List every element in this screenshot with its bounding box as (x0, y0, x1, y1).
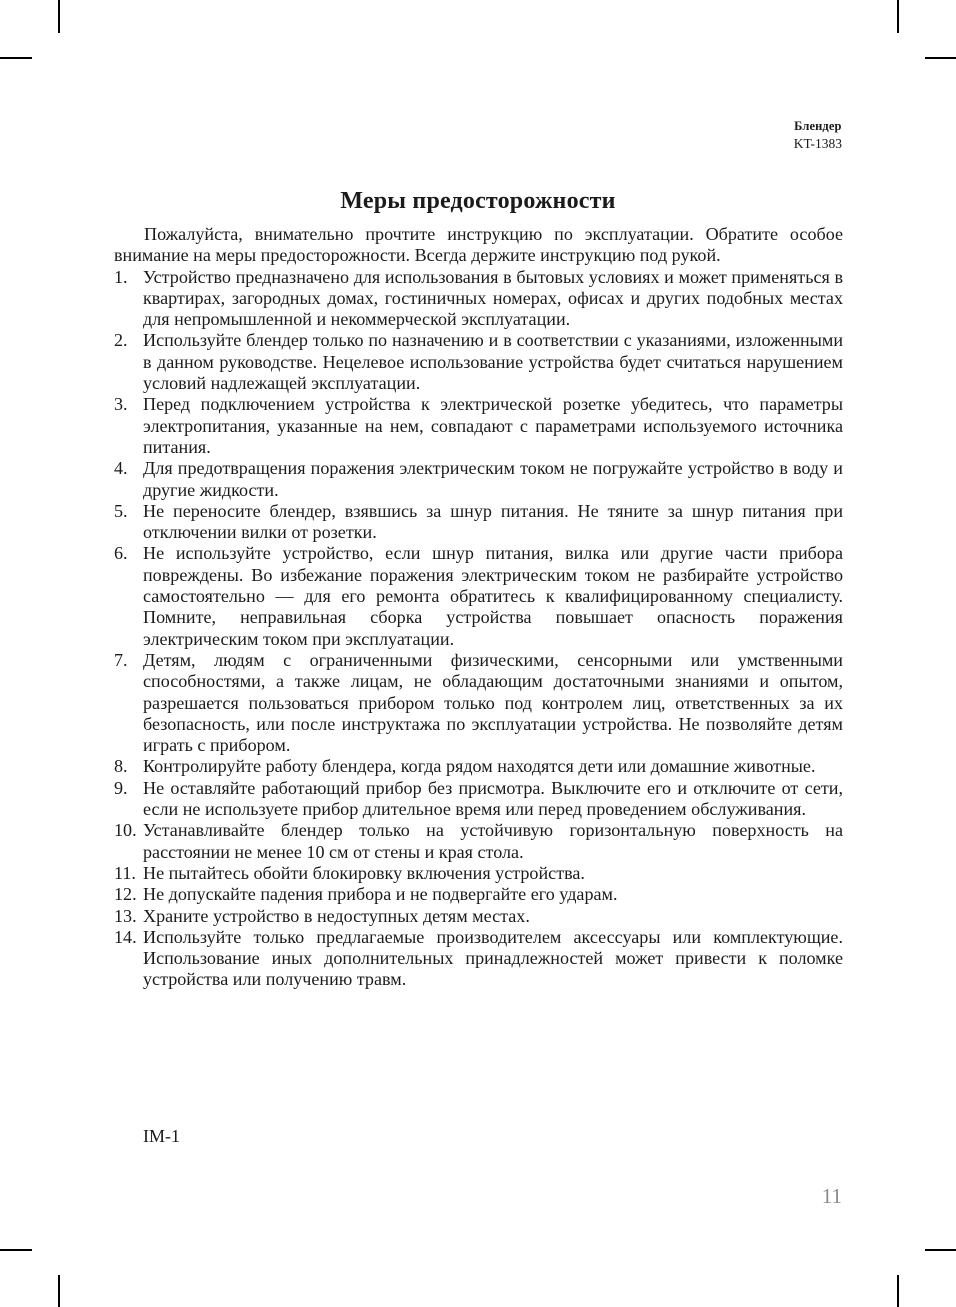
list-item-number: 1. (114, 266, 128, 287)
intro-paragraph: Пожалуйста, внимательно прочтите инструкцию по эксплуатации. Обратите особое внимание на меры предосторожности. Всегда держите инструкцию под рукой. (114, 224, 843, 266)
list-item-text: Перед подключением устройства к электрической розетке убедитесь, что параметры электропитания, указанные на нем, совпадают с параметрами используемого источника питания. (143, 394, 843, 457)
list-item (114, 267, 843, 331)
list-item-text: Детям, людям с ограниченными физическими, сенсорными или умственными способностями, а также лицам, не обладающим достаточными знаниями и опытом, разрешается пользоваться прибором только под контролем лиц, ответственных за их безопасность, или после инструктажа по эксплуатации устройства. Не позволяйте детям играть с прибором. (143, 649, 843, 756)
list-item-text: Для предотвращения поражения электрическим током не погружайте устройство в воду и другие жидкости. (143, 458, 843, 500)
list-item (114, 394, 843, 458)
list-item (114, 543, 843, 649)
list-item-number: 8. (114, 756, 128, 777)
list-item-number: 4. (114, 458, 128, 479)
crop-mark-bottom-left-vertical (58, 1275, 60, 1307)
document-header (794, 118, 842, 152)
list-item-text: Устанавливайте блендер только на устойчивую горизонтальную поверхность на расстоянии не менее 10 см от стены и края стола. (143, 820, 843, 862)
list-item (114, 650, 843, 756)
list-item-number: 9. (114, 777, 128, 798)
list-item-number: 5. (114, 500, 128, 521)
crop-mark-top-left-horizontal (0, 57, 32, 59)
crop-mark-top-right-horizontal (925, 57, 956, 59)
list-item (114, 927, 843, 991)
list-item-number: 12. (114, 884, 137, 905)
list-item-number: 7. (114, 649, 128, 670)
list-item-text: Не используйте устройство, если шнур питания, вилка или другие части прибора повреждены. Во избежание поражения электрическим током не разбирайте устройство самостоятельно — для его ремонта обратитесь к квалифицированному специалисту. Помните, неправильная сборка устройства повышает опасность поражения электрическим током при эксплуатации. (143, 543, 843, 649)
list-item (114, 906, 843, 927)
list-item (114, 884, 843, 905)
page-number: 11 (821, 1184, 842, 1208)
list-item (114, 778, 843, 821)
list-item-number: 11. (114, 862, 136, 883)
crop-mark-top-left-vertical (58, 0, 60, 33)
list-item-number: 3. (114, 394, 128, 415)
list-item-text: Не переносите блендер, взявшись за шнур питания. Не тяните за шнур питания при отключении вилки от розетки. (143, 500, 843, 543)
crop-mark-bottom-right-vertical (897, 1275, 899, 1307)
crop-mark-bottom-right-horizontal (925, 1249, 956, 1251)
list-item-number: 14. (114, 926, 137, 947)
list-item-text: Храните устройство в недоступных детям местах. (143, 905, 530, 926)
list-item (114, 756, 843, 777)
list-item-text: Не оставляйте работающий прибор без присмотра. Выключите его и отключите от сети, если не используете прибор длительное время или перед проведением обслуживания. (143, 777, 843, 820)
document-code: IM-1 (143, 1126, 180, 1146)
list-item-number: 2. (114, 330, 128, 351)
list-item-number: 13. (114, 905, 137, 926)
product-name: Блендер (794, 119, 842, 133)
list-item-number: 6. (114, 543, 128, 564)
crop-mark-top-right-vertical (897, 0, 899, 33)
safety-rules-list (114, 267, 843, 991)
list-item (114, 330, 843, 394)
list-item-text: Контролируйте работу блендера, когда рядом находятся дети или домашние животные. (143, 756, 816, 777)
list-item (114, 458, 843, 501)
list-item-number: 10. (114, 820, 137, 841)
list-item (114, 501, 843, 544)
list-item-text: Используйте только предлагаемые производителем аксессуары или комплектующие. Использование иных дополнительных принадлежностей может привести к поломке устройства или получению травм. (143, 926, 843, 990)
list-item-text: Не пытайтесь обойти блокировку включения устройства. (143, 862, 585, 883)
product-model-code: KT-1383 (793, 135, 842, 151)
document-body (114, 224, 843, 991)
list-item-text: Устройство предназначено для использования в бытовых условиях и может применяться в квартирах, загородных домах, гостиничных номерах, офисах и других подобных местах для непромышленной и некоммерческой эксплуатации. (143, 266, 843, 330)
list-item-text: Используйте блендер только по назначению и в соответствии с указаниями, изложенными в данном руководстве. Нецелевое использование устройства будет считаться нарушением условий надлежащей эксплуатации. (143, 330, 843, 394)
list-item (114, 863, 843, 884)
list-item (114, 820, 843, 863)
page-title: Меры предосторожности (340, 188, 616, 215)
crop-mark-bottom-left-horizontal (0, 1249, 32, 1251)
list-item-text: Не допускайте падения прибора и не подвергайте его ударам. (143, 884, 618, 905)
